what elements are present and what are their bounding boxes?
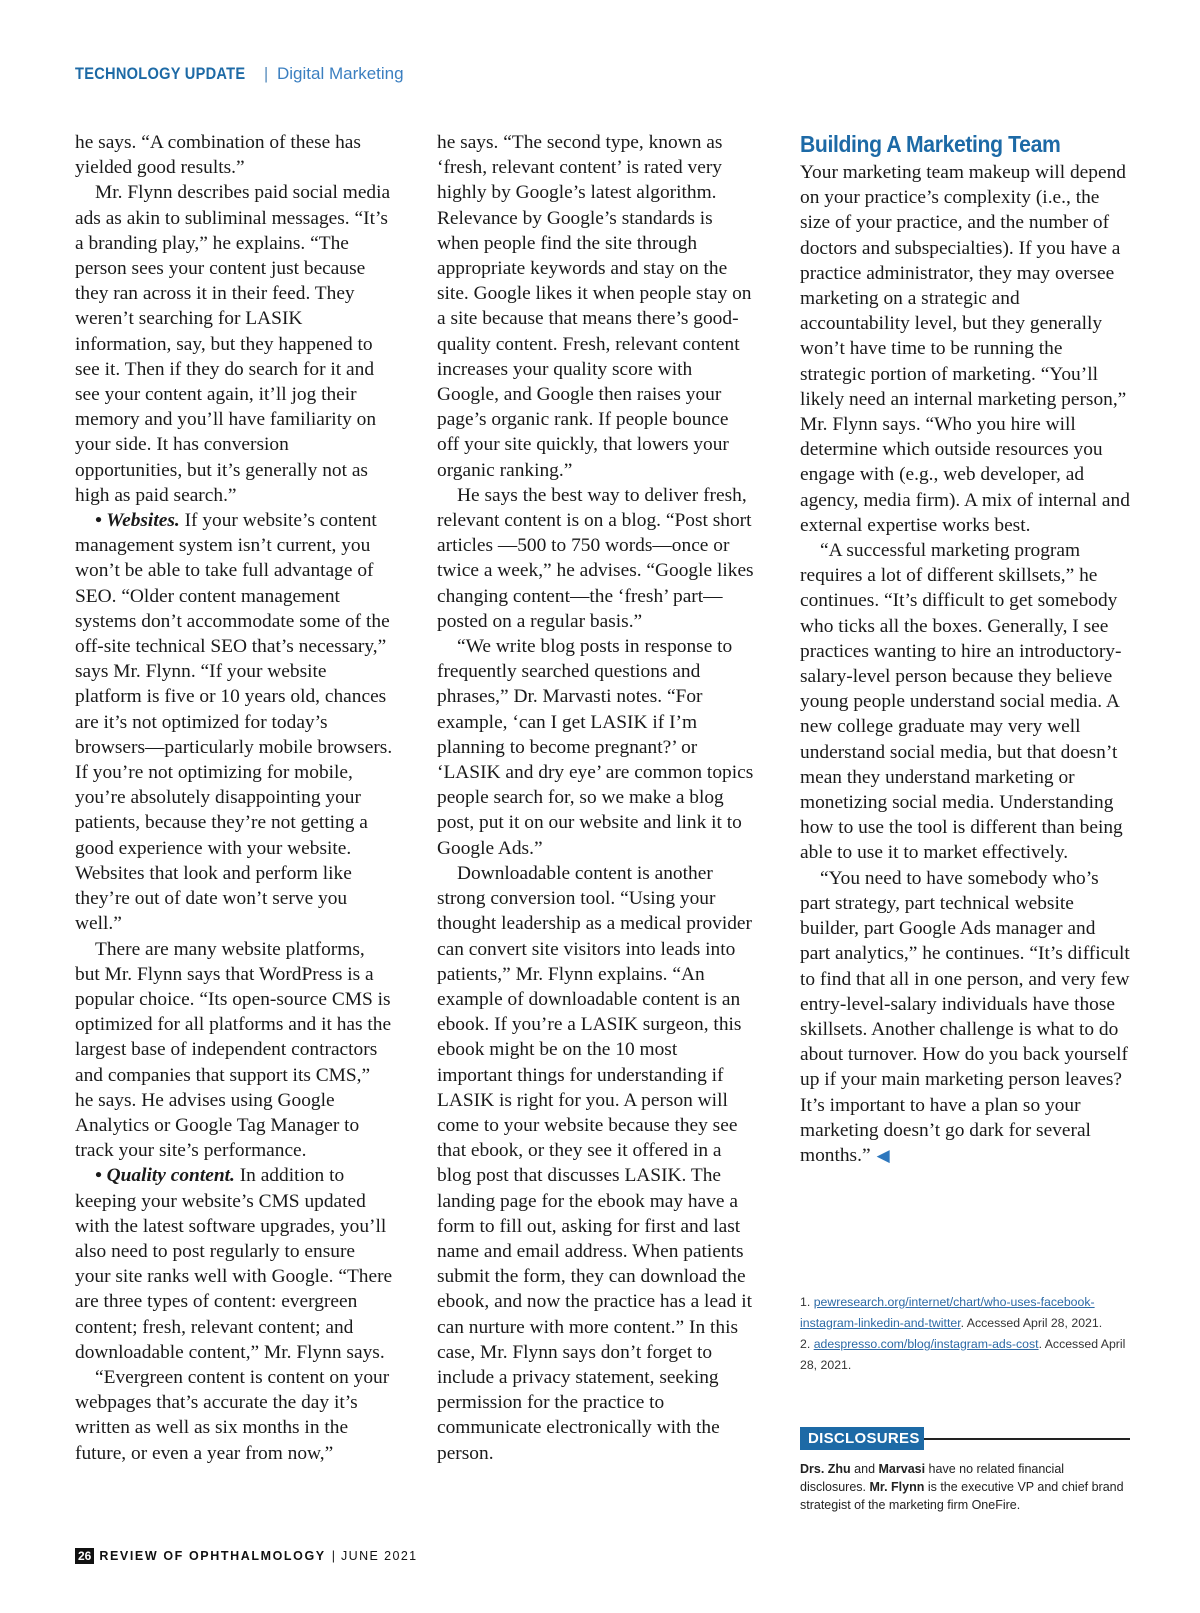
magazine-title: REVIEW OF OPHTHALMOLOGY bbox=[99, 1549, 326, 1563]
disclosures-box bbox=[800, 1427, 1130, 1514]
paragraph: “Evergreen content is content on your webpages that’s accurate the day it’s written as well as six months in the future, or even a year from now,” bbox=[75, 1366, 390, 1464]
paragraph: “We write blog posts in response to frequently searched questions and phrases,” Dr. Marvasti notes. “For example, ‘can I get LASIK if I’m planning to become pregnant?’ or ‘LASIK and dry eye’ are common topics people search for, so we make a blog post, put it on our website and link it to Google Ads.” bbox=[437, 636, 754, 859]
footnote-link[interactable]: adespresso.com/blog/instagram-ads-cost bbox=[813, 1337, 1039, 1351]
paragraph-text: “You need to have somebody who’s part strategy, part technical website builder, part Google Ads manager and part analytics,” he continues. “It’s difficult to find that all in one person, and very few entry-level-salary individuals have those skillsets. Another challenge is what to do about turnover. How do you back yourself up if your main marketing person leaves? It’s important to have a plan so your marketing doesn’t go dark for several months.” bbox=[800, 867, 1130, 1166]
bullet-lead: • Quality content. bbox=[95, 1165, 235, 1187]
issue-date: JUNE 2021 bbox=[341, 1549, 418, 1563]
disclosure-name: Marvasi bbox=[878, 1462, 926, 1476]
disclosures-text bbox=[800, 1460, 1130, 1514]
paragraph: Your marketing team makeup will depend on your practice’s complexity (i.e., the size of your practice, and the number of doctors and subspecialties). If you have a practice administrator, they may oversee marketing on a strategic and accountability level, but they generally won’t have time to be running the strategic portion of marketing. “You’ll likely need an internal marketing person,” Mr. Flynn says. “Who you hire will determine which outside resources you engage with (e.g., web developer, ad agency, media firm). A mix of internal and external expertise works best. bbox=[800, 162, 1130, 536]
column-2 bbox=[437, 130, 755, 1466]
footnotes bbox=[800, 1292, 1130, 1376]
disclosure-text: is the executive VP and chief brand strategist of the marketing firm OneFire. bbox=[800, 1480, 1124, 1512]
footer-separator: | bbox=[331, 1549, 335, 1563]
paragraph: he says. “The second type, known as ‘fresh, relevant content’ is rated very highly by Google’s latest algorithm. Relevance by Google’s standards is when people find the site through appropriate keywords and stay on the site. Google likes it when people stay on a site because that means there’s good-quality content. Fresh, relevant content increases your quality score with Google, and Google then raises your page’s organic rank. If people bounce off your site quickly, that lowers your organic ranking.” bbox=[437, 132, 752, 481]
footnote-number: 2. bbox=[800, 1337, 811, 1351]
topic-label: Digital Marketing bbox=[276, 64, 404, 83]
paragraph: He says the best way to deliver fresh, relevant content is on a blog. “Post short articles —500 to 750 words—once or twice a week,” he advises. “Google likes changing content—the ‘fresh’ part—posted on a regular basis.” bbox=[437, 484, 754, 632]
paragraph: Mr. Flynn describes paid social media ads as akin to subliminal messages. “It’s a branding play,” he explains. “The person sees your content just because they ran across it in their feed. They weren’t searching for LASIK information, say, but they happened to see it. Then if they do search for it and see your content again, it’ll jog their memory and you’ll have familiarity on your side. It has conversion opportunities, but it’s generally not as high as paid search.” bbox=[75, 182, 391, 506]
paragraph-final bbox=[800, 866, 1130, 1168]
end-of-article-icon: ◀ bbox=[876, 1145, 890, 1165]
paragraph: he says. “A combination of these has yielded good results.” bbox=[75, 132, 361, 179]
bullet-paragraph-quality-content bbox=[75, 1163, 393, 1365]
bullet-text: If your website’s content management system isn’t current, you won’t be able to take full advantage of SEO. “Older content management systems don’t accommodate some of the off-site technical SEO that’s necessary,” says Mr. Flynn. “If your website platform is five or 10 years old, chances are it’s not optimized for today’s browsers—particularly mobile browsers. If you’re not optimizing for mobile, you’re absolutely disappointing your patients, because they’re not getting a good experience with your website. Websites that look and perform like they’re out of date won’t serve you well.” bbox=[75, 510, 393, 935]
bullet-lead: • Websites. bbox=[95, 510, 180, 532]
footnote-link[interactable]: pewresearch.org/internet/chart/who-uses-facebook-instagram-linkedin-and-twitter bbox=[800, 1295, 1095, 1330]
footnote-1 bbox=[800, 1292, 1130, 1334]
page-number: 26 bbox=[75, 1548, 94, 1564]
section-label: TECHNOLOGY UPDATE bbox=[75, 64, 246, 83]
running-header bbox=[75, 64, 404, 84]
disclosure-text: and bbox=[850, 1462, 879, 1476]
disclosure-name: Mr. Flynn bbox=[869, 1480, 925, 1494]
column-3 bbox=[800, 130, 1130, 1168]
disclosures-label: DISCLOSURES bbox=[800, 1427, 924, 1450]
disclosures-header bbox=[800, 1427, 1130, 1450]
page-footer bbox=[75, 1548, 418, 1564]
footnote-2 bbox=[800, 1334, 1130, 1376]
footnote-suffix: . Accessed April 28, 2021. bbox=[800, 1337, 1126, 1372]
footnote-number: 1. bbox=[800, 1295, 811, 1309]
paragraph: “A successful marketing program requires a lot of different skillsets,” he continues. “It’s difficult to get somebody who ticks all the boxes. Generally, I see practices wanting to hire an introductory-salary-level person because they believe young people understand social media. A new college graduate may very well understand social media, but that doesn’t mean they understand marketing or monetizing social media. Understanding how to use the tool is different than being able to use it to market effectively. bbox=[800, 540, 1123, 864]
disclosure-name: Drs. Zhu bbox=[800, 1462, 851, 1476]
paragraph: Downloadable content is another strong conversion tool. “Using your thought leadership as a medical provider can convert site visitors into leads into patients,” Mr. Flynn explains. “An example of downloadable content is an ebook. If you’re a LASIK surgeon, this ebook might be on the 10 most important things for understanding if LASIK is right for you. A person will come to your website because they see that ebook, or they see it offered in a blog post that discusses LASIK. The landing page for the ebook may have a form to fill out, asking for first and last name and email address. When patients submit the form, they can download the ebook, and now the practice has a lead it can nurture with more content.” In this case, Mr. Flynn says don’t forget to include a privacy statement, seeking permission for the practice to communicate electronically with the person. bbox=[437, 862, 752, 1464]
header-separator: | bbox=[263, 64, 269, 83]
disclosure-text: have no related financial disclosures. bbox=[800, 1462, 1065, 1494]
footnote-suffix: . Accessed April 28, 2021. bbox=[960, 1316, 1103, 1330]
paragraph: There are many website platforms, but Mr. Flynn says that WordPress is a popular choice. “Its open-source CMS is optimized for all platforms and it has the largest base of independent contractors and companies that support its CMS,” he says. He advises using Google Analytics or Google Tag Manager to track your site’s performance. bbox=[75, 938, 392, 1162]
column-1 bbox=[75, 130, 393, 1466]
section-heading: Building A Marketing Team bbox=[800, 131, 1061, 157]
bullet-paragraph-websites bbox=[75, 508, 393, 936]
divider bbox=[924, 1438, 1130, 1440]
bullet-text: In addition to keeping your website’s CMS updated with the latest software upgrades, you’ll also need to post regularly to ensure your site ranks well with Google. “There are three types of content: evergreen content; fresh, relevant content; and downloadable content,” Mr. Flynn says. bbox=[75, 1165, 393, 1363]
